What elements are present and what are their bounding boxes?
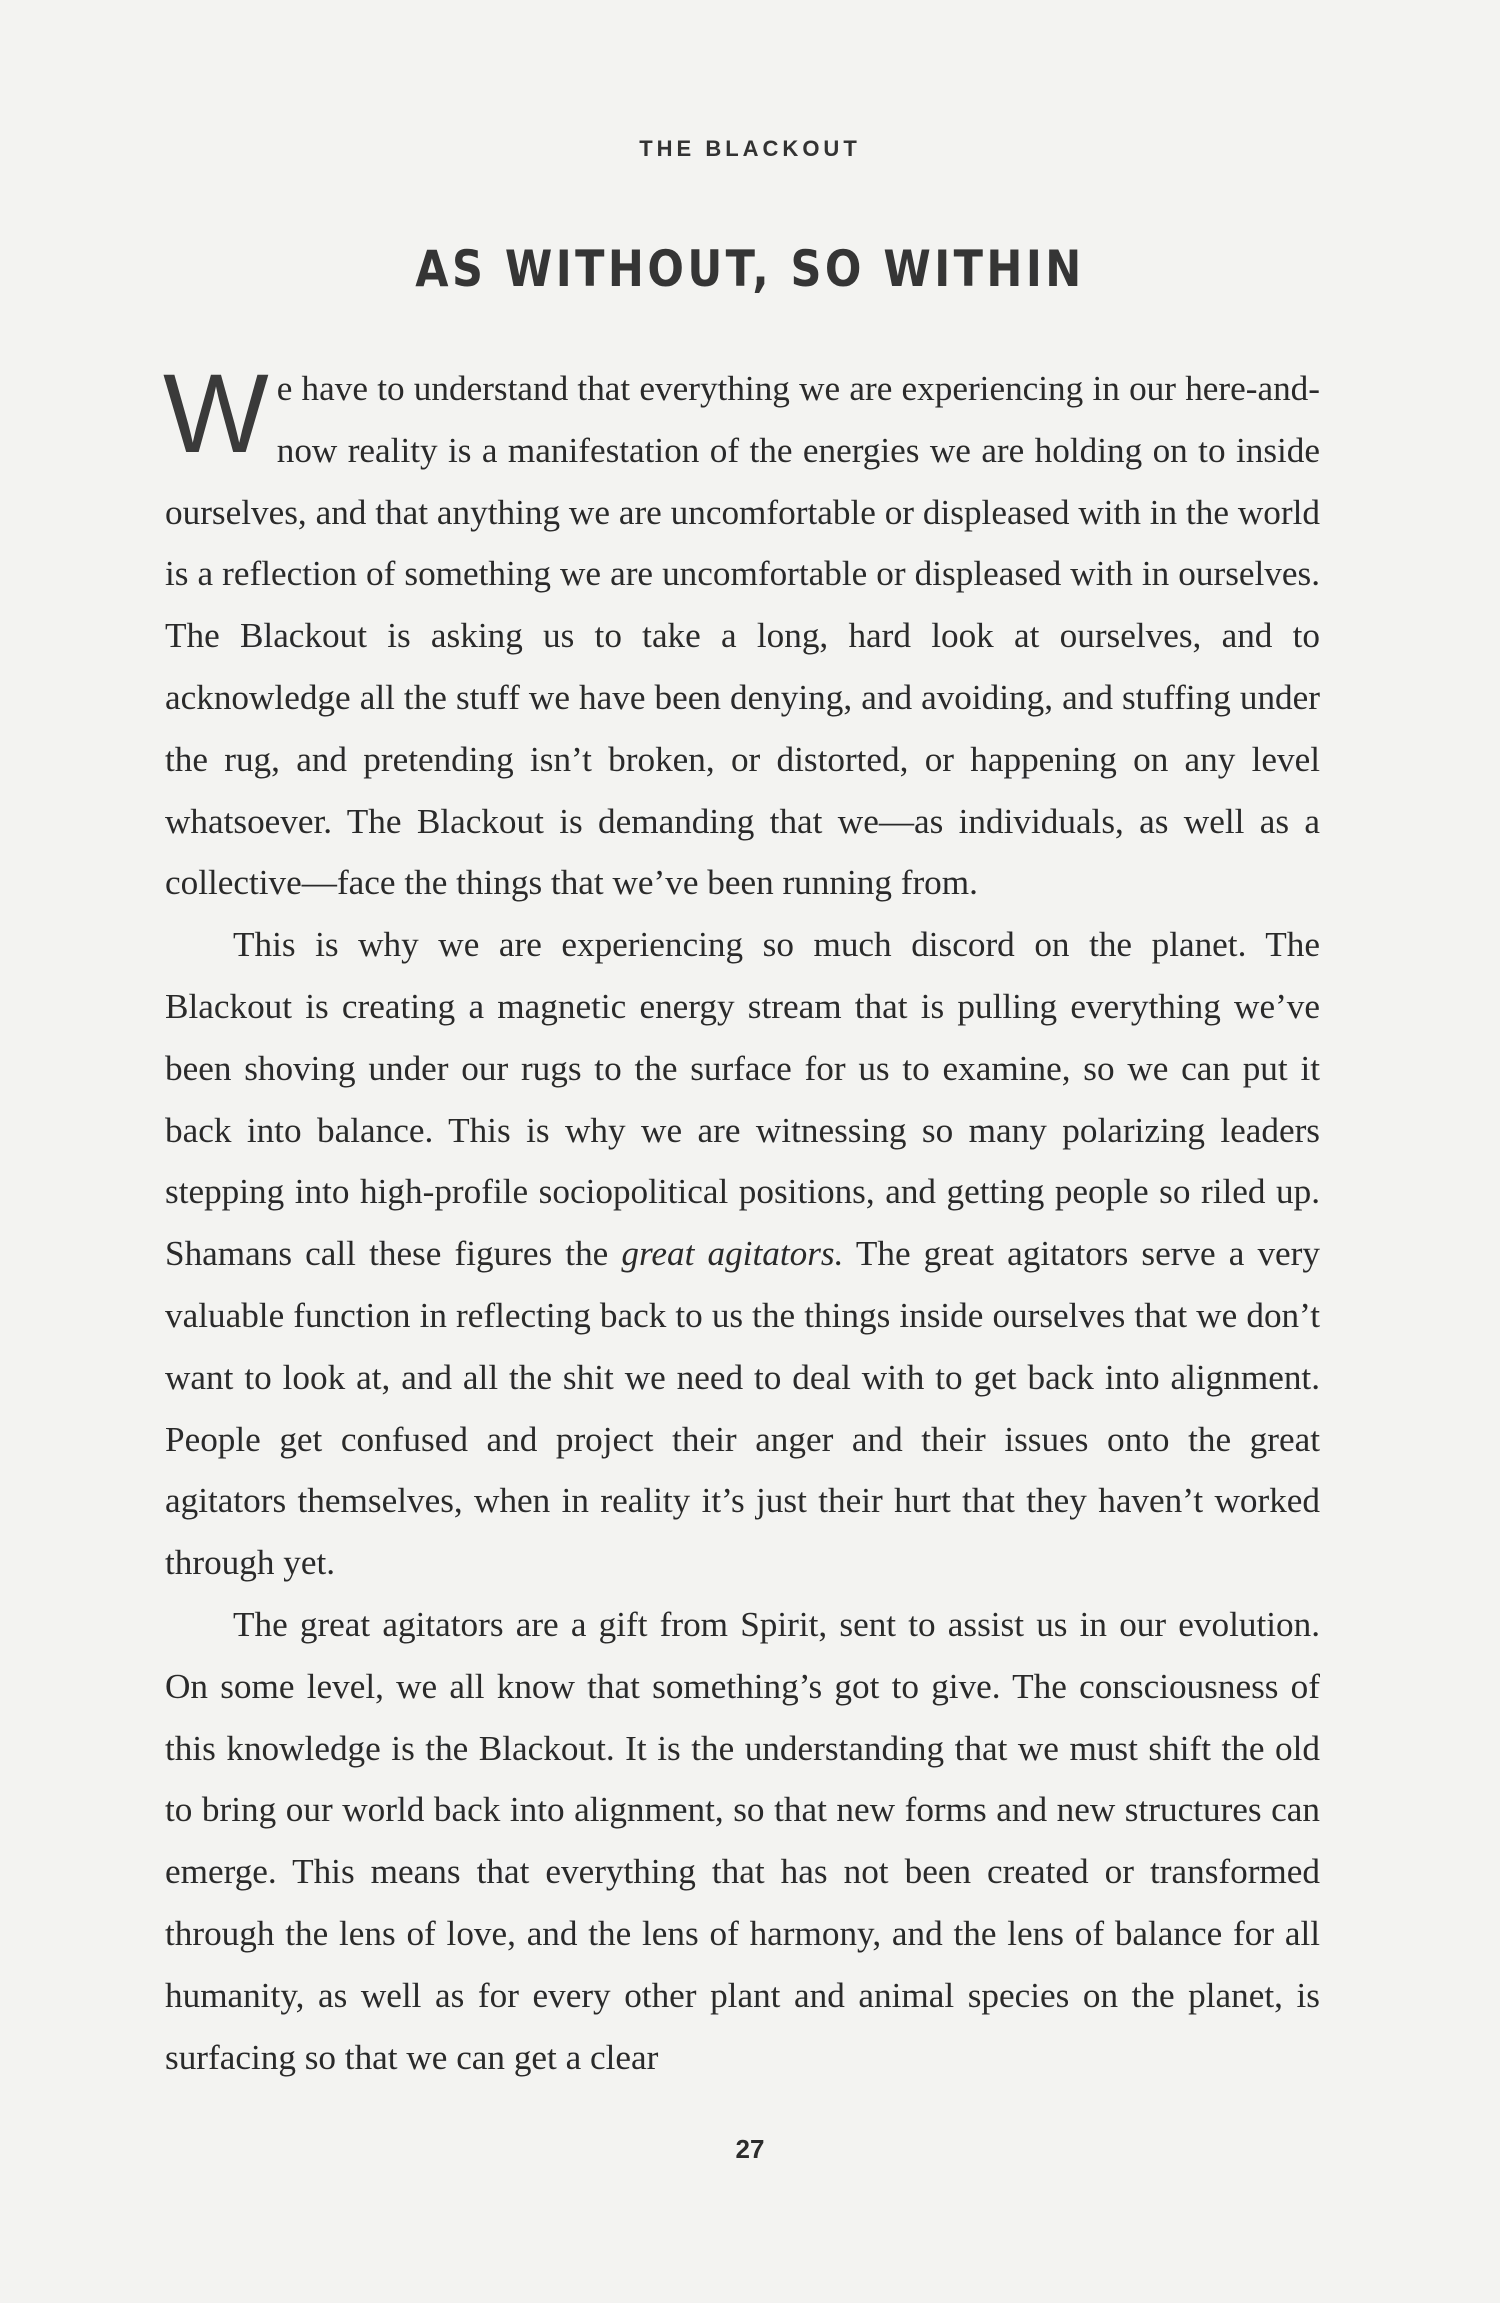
running-head: THE BLACKOUT	[639, 136, 861, 161]
paragraph-2-text-end: The great agitators serve a very valuable function in reflecting back to us the things inside ourselves that we don’t want to look at, and all the shit we need to deal with to get back into alignment. People get confused and project their anger and their issues onto the great agitators themselves, when in reality it’s just their hurt that they haven’t worked through yet.	[165, 1234, 1320, 1583]
body-text	[163, 351, 1320, 2088]
paragraph-2-italic-term: great agitators.	[621, 1234, 844, 1274]
paragraph-1-text: e have to understand that everything we are experiencing in our here-and-now reality is a manifestation of the energies we are holding on to inside ourselves, and that anything we are uncomfortable or displeased with in the world is a reflection of something we are uncomfortable or displeased with in ourselves. The Blackout is asking us to take a long, hard look at ourselves, and to acknowledge all the stuff we have been denying, and avoiding, and stuffing under the rug, and pretending isn’t broken, or distorted, or happening on any level whatsoever. The Blackout is demanding that we—as individuals, as well as a collective—face the things that we’ve been running from.	[165, 369, 1320, 903]
paragraph-2-text-start: This is why we are experiencing so much discord on the planet. The Blackout is creating a magnetic energy stream that is pulling everything we’ve been shoving under our rugs to the surface for us to examine, so we can put it back into balance. This is why we are witnessing so many polarizing leaders stepping into high-profile sociopolitical positions, and getting people so riled up. Shamans call these figures the	[165, 925, 1320, 1274]
paragraph-1	[163, 351, 1320, 914]
page-number: 27	[735, 2134, 765, 2164]
chapter-title: AS WITHOUT, SO WITHIN	[415, 240, 1085, 298]
paragraph-2	[165, 914, 1320, 1594]
paragraph-3-text: The great agitators are a gift from Spirit, sent to assist us in our evolution. On some level, we all know that something’s got to give. The consciousness of this knowledge is the Blackout. It is the understanding that we must shift the old to bring our world back into alignment, so that new forms and new structures can emerge. This means that everything that has not been created or transformed through the lens of love, and the lens of harmony, and the lens of balance for all humanity, as well as for every other plant and animal species on the planet, is surfacing so that we can get a clear	[165, 1604, 1320, 2077]
drop-cap: W	[163, 351, 269, 476]
paragraph-3	[165, 1594, 1320, 2088]
